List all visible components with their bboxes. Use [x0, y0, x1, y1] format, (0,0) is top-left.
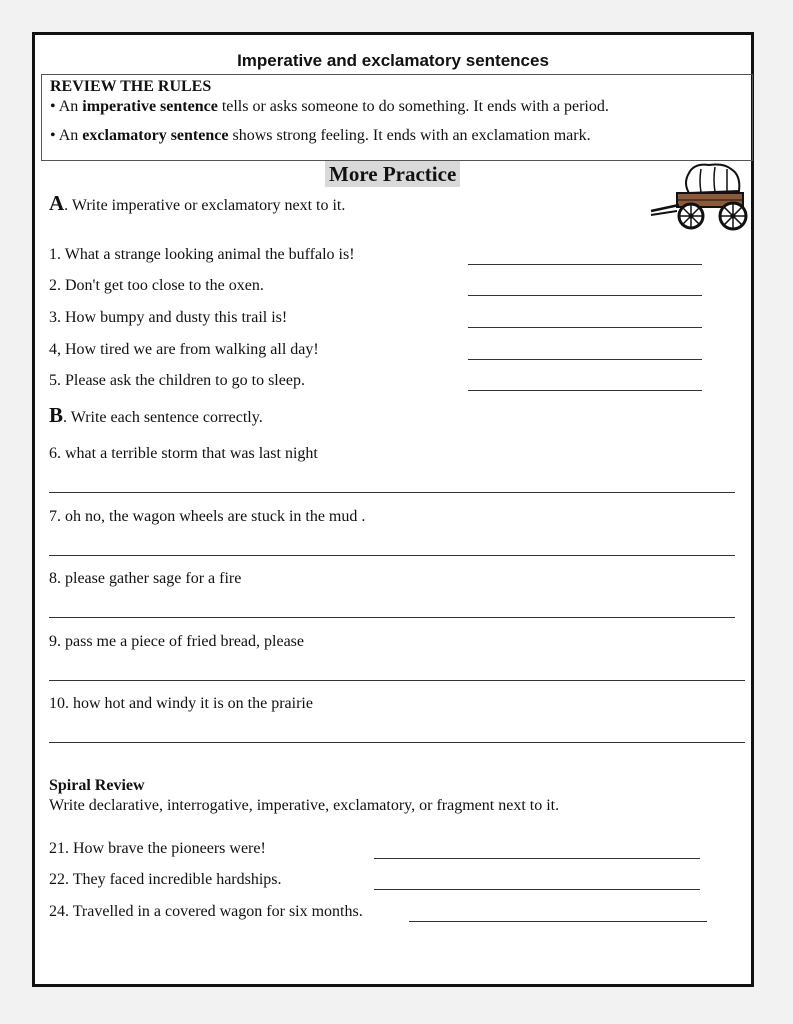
- question-2: 2. Don't get too close to the oxen.: [49, 277, 264, 294]
- question-1: 1. What a strange looking animal the buffalo is!: [49, 246, 355, 263]
- spiral-item-24: 24. Travelled in a covered wagon for six months.: [49, 903, 363, 920]
- spiral-item-22: 22. They faced incredible hardships.: [49, 871, 282, 888]
- rule-imperative: [50, 98, 744, 116]
- rule-text: An: [58, 98, 83, 115]
- answer-line-2[interactable]: [468, 295, 702, 296]
- rule-text: shows strong feeling. It ends with an exclamation mark.: [228, 127, 591, 144]
- answer-line-10[interactable]: [49, 742, 745, 743]
- section-a-heading: [49, 191, 345, 216]
- bullet: •: [50, 98, 56, 115]
- spiral-review-instruction: Write declarative, interrogative, imperative, exclamatory, or fragment next to it.: [49, 797, 560, 814]
- spiral-answer-line-24[interactable]: [409, 921, 707, 922]
- worksheet-page: [32, 32, 754, 987]
- answer-line-1[interactable]: [468, 264, 702, 265]
- question-10: 10. how hot and windy it is on the prairie: [49, 695, 313, 712]
- section-b-letter: B: [49, 403, 64, 427]
- page-title: Imperative and exclamatory sentences: [237, 51, 549, 70]
- question-8: 8. please gather sage for a fire: [49, 570, 242, 587]
- section-a-instruction: . Write imperative or exclamatory next to it.: [64, 197, 346, 214]
- section-a-letter: A: [49, 191, 65, 215]
- question-6: 6. what a terrible storm that was last night: [49, 445, 318, 462]
- answer-line-7[interactable]: [49, 555, 735, 556]
- rule-text: tells or asks someone to do something. It ends with a period.: [217, 98, 609, 115]
- rules-heading: REVIEW THE RULES: [50, 78, 212, 95]
- rule-term: imperative sentence: [82, 98, 218, 115]
- question-5: 5. Please ask the children to go to sleep.: [49, 372, 305, 389]
- section-b-instruction: . Write each sentence correctly.: [63, 409, 263, 426]
- question-9: 9. pass me a piece of fried bread, please: [49, 633, 304, 650]
- spiral-answer-line-21[interactable]: [374, 858, 700, 859]
- spiral-review-heading: Spiral Review: [49, 777, 145, 794]
- spiral-item-21: 21. How brave the pioneers were!: [49, 840, 266, 857]
- rule-text: An: [58, 127, 83, 144]
- answer-line-9[interactable]: [49, 680, 745, 681]
- question-4: 4, How tired we are from walking all day!: [49, 341, 319, 358]
- section-b-heading: [49, 403, 263, 428]
- rule-term: exclamatory sentence: [82, 127, 229, 144]
- covered-wagon-icon: [649, 161, 749, 235]
- bullet: •: [50, 127, 56, 144]
- rule-exclamatory: [50, 127, 744, 145]
- answer-line-3[interactable]: [468, 327, 702, 328]
- question-3: 3. How bumpy and dusty this trail is!: [49, 309, 288, 326]
- practice-heading: More Practice: [325, 161, 460, 187]
- spiral-answer-line-22[interactable]: [374, 889, 700, 890]
- question-7: 7. oh no, the wagon wheels are stuck in the mud .: [49, 508, 366, 525]
- answer-line-8[interactable]: [49, 617, 735, 618]
- answer-line-5[interactable]: [468, 390, 702, 391]
- answer-line-4[interactable]: [468, 359, 702, 360]
- answer-line-6[interactable]: [49, 492, 735, 493]
- rules-box: [41, 74, 753, 161]
